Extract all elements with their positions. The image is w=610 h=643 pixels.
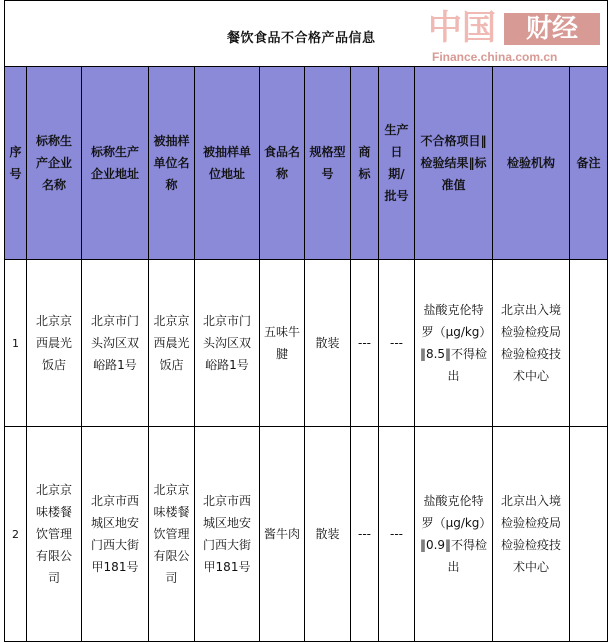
cell-spec: 散装 <box>305 260 351 427</box>
cell-food: 五味牛腱 <box>260 260 305 427</box>
cell-remark <box>570 427 608 642</box>
cell-brand: --- <box>351 427 379 642</box>
cell-remark <box>570 260 608 427</box>
cell-date-batch: --- <box>379 427 415 642</box>
col-header-remark: 备注 <box>570 67 608 260</box>
logo-name: 财经 <box>504 13 600 45</box>
col-header-sampled-unit: 被抽样单位名称 <box>149 67 195 260</box>
cell-agency: 北京出入境检验检疫局检验检疫技术中心 <box>493 260 570 427</box>
cell-sampled-addr: 北京市西城区地安门西大街甲181号 <box>195 427 260 642</box>
cell-no: 2 <box>5 427 27 642</box>
col-header-producer-addr: 标称生产企业地址 <box>82 67 149 260</box>
cell-failed-item: 盐酸克伦特罗（μg/kg）‖8.5‖不得检出 <box>415 260 493 427</box>
logo-mark: 中国 <box>428 8 496 48</box>
product-table <box>4 66 608 642</box>
cell-spec: 散装 <box>305 427 351 642</box>
logo-url: Finance.china.com.cn <box>432 50 558 64</box>
col-header-spec: 规格型号 <box>305 67 351 260</box>
cell-sampled-addr: 北京市门头沟区双峪路1号 <box>195 260 260 427</box>
cell-food: 酱牛肉 <box>260 427 305 642</box>
col-header-producer: 标称生产企业名称 <box>27 67 82 260</box>
cell-failed-item: 盐酸克伦特罗（μg/kg）‖0.9‖不得检出 <box>415 427 493 642</box>
cell-producer: 北京京味楼餐饮管理有限公司 <box>27 427 82 642</box>
cell-no: 1 <box>5 260 27 427</box>
cell-brand: --- <box>351 260 379 427</box>
col-header-date-batch: 生产日期/批号 <box>379 67 415 260</box>
col-header-failed-item: 不合格项目‖检验结果‖标准值 <box>415 67 493 260</box>
cell-sampled-unit: 北京京西晨光饭店 <box>149 260 195 427</box>
cell-producer: 北京京西晨光饭店 <box>27 260 82 427</box>
cell-producer-addr: 北京市门头沟区双峪路1号 <box>82 260 149 427</box>
col-header-brand: 商标 <box>351 67 379 260</box>
header-row <box>5 67 608 260</box>
table-row <box>5 260 608 427</box>
watermark-logo <box>428 8 604 66</box>
page-title: 餐饮食品不合格产品信息 <box>227 31 376 46</box>
col-header-sampled-addr: 被抽样单位地址 <box>195 67 260 260</box>
cell-producer-addr: 北京市西城区地安门西大街甲181号 <box>82 427 149 642</box>
col-header-agency: 检验机构 <box>493 67 570 260</box>
cell-sampled-unit: 北京京味楼餐饮管理有限公司 <box>149 427 195 642</box>
cell-date-batch: --- <box>379 260 415 427</box>
col-header-no: 序号 <box>5 67 27 260</box>
col-header-food: 食品名称 <box>260 67 305 260</box>
cell-agency: 北京出入境检验检疫局检验检疫技术中心 <box>493 427 570 642</box>
table-row <box>5 427 608 642</box>
